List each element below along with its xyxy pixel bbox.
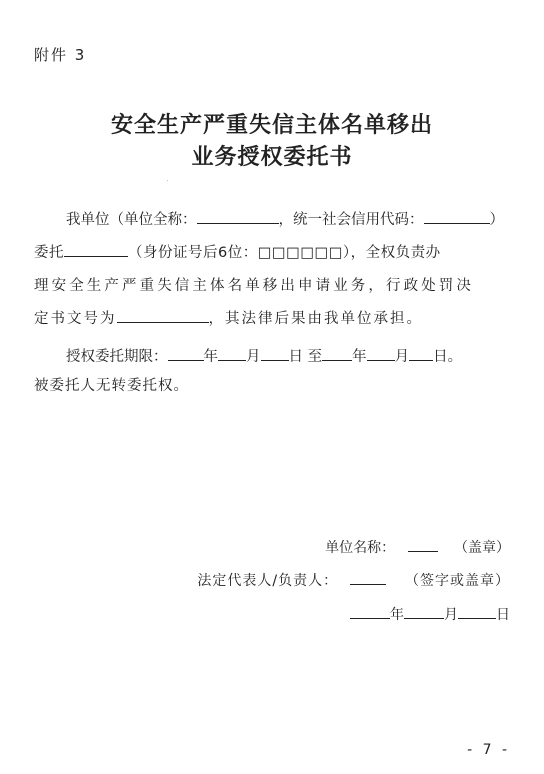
attachment-label: 附件 3 bbox=[34, 46, 87, 64]
signature-unit-row bbox=[325, 537, 510, 557]
text-day1: 日 至 bbox=[288, 349, 323, 365]
text-sign-year: 年 bbox=[390, 607, 404, 623]
text-close-paren: ） bbox=[489, 212, 504, 228]
representative-label: 法定代表人/负责人： bbox=[197, 573, 339, 589]
blank-unit-name[interactable] bbox=[197, 209, 279, 224]
signature-date-row bbox=[350, 604, 510, 624]
representative-seal-hint: （签字或盖章） bbox=[405, 573, 510, 589]
unit-seal-hint: （盖章） bbox=[454, 540, 510, 556]
text-sign-month: 月 bbox=[444, 607, 458, 623]
text-year1: 年 bbox=[203, 349, 218, 365]
no-subdelegation-note: 被委托人无转委托权。 bbox=[34, 378, 189, 394]
text-id-suffix: （身份证号后6位：□□□□□□），全权负责办 bbox=[128, 245, 441, 261]
blank-credit-code[interactable] bbox=[424, 209, 490, 224]
paragraph-line-4 bbox=[34, 307, 423, 328]
blank-end-month[interactable] bbox=[367, 346, 395, 361]
blank-sign-day[interactable] bbox=[458, 604, 496, 619]
text-legal-consequence: ，其法律后果由我单位承担。 bbox=[208, 311, 423, 327]
document-title-line1: 安全生产严重失信主体名单移出 bbox=[110, 112, 433, 138]
blank-start-year[interactable] bbox=[168, 346, 204, 361]
text-year2: 年 bbox=[352, 349, 367, 365]
text-my-unit: 我单位（单位全称： bbox=[66, 212, 197, 228]
blank-representative-sign[interactable] bbox=[350, 570, 386, 585]
blank-unit-seal[interactable] bbox=[408, 537, 438, 552]
blank-decision-number[interactable] bbox=[117, 308, 209, 323]
text-decision-no: 定书文号为 bbox=[34, 311, 117, 327]
paragraph-line-3: 理安全生产严重失信主体名单移出申请业务，行政处罚决 bbox=[34, 278, 474, 294]
blank-start-day[interactable] bbox=[261, 346, 289, 361]
blank-end-day[interactable] bbox=[409, 346, 433, 361]
text-credit-code: ，统一社会信用代码： bbox=[278, 212, 424, 228]
blank-trustee-name[interactable] bbox=[64, 242, 128, 257]
authorization-period bbox=[66, 345, 462, 366]
period-label: 授权委托期限： bbox=[66, 349, 168, 365]
blank-end-year[interactable] bbox=[322, 346, 352, 361]
text-entrust: 委托 bbox=[34, 245, 64, 261]
text-sign-day: 日 bbox=[496, 607, 510, 623]
text-month2: 月 bbox=[394, 349, 410, 365]
paragraph-line-1 bbox=[66, 208, 504, 229]
document-title-line2: 业务授权委托书 bbox=[191, 144, 353, 170]
text-month1: 月 bbox=[246, 349, 261, 365]
paragraph-line-2 bbox=[34, 241, 441, 262]
blank-sign-month[interactable] bbox=[404, 604, 444, 619]
blank-start-month[interactable] bbox=[218, 346, 246, 361]
signature-representative-row bbox=[197, 570, 510, 590]
text-day2: 日。 bbox=[433, 349, 463, 365]
blank-sign-year[interactable] bbox=[350, 604, 390, 619]
unit-name-label: 单位名称： bbox=[325, 540, 396, 556]
page-number: - 7 - bbox=[467, 742, 510, 758]
scan-speck bbox=[167, 180, 168, 181]
